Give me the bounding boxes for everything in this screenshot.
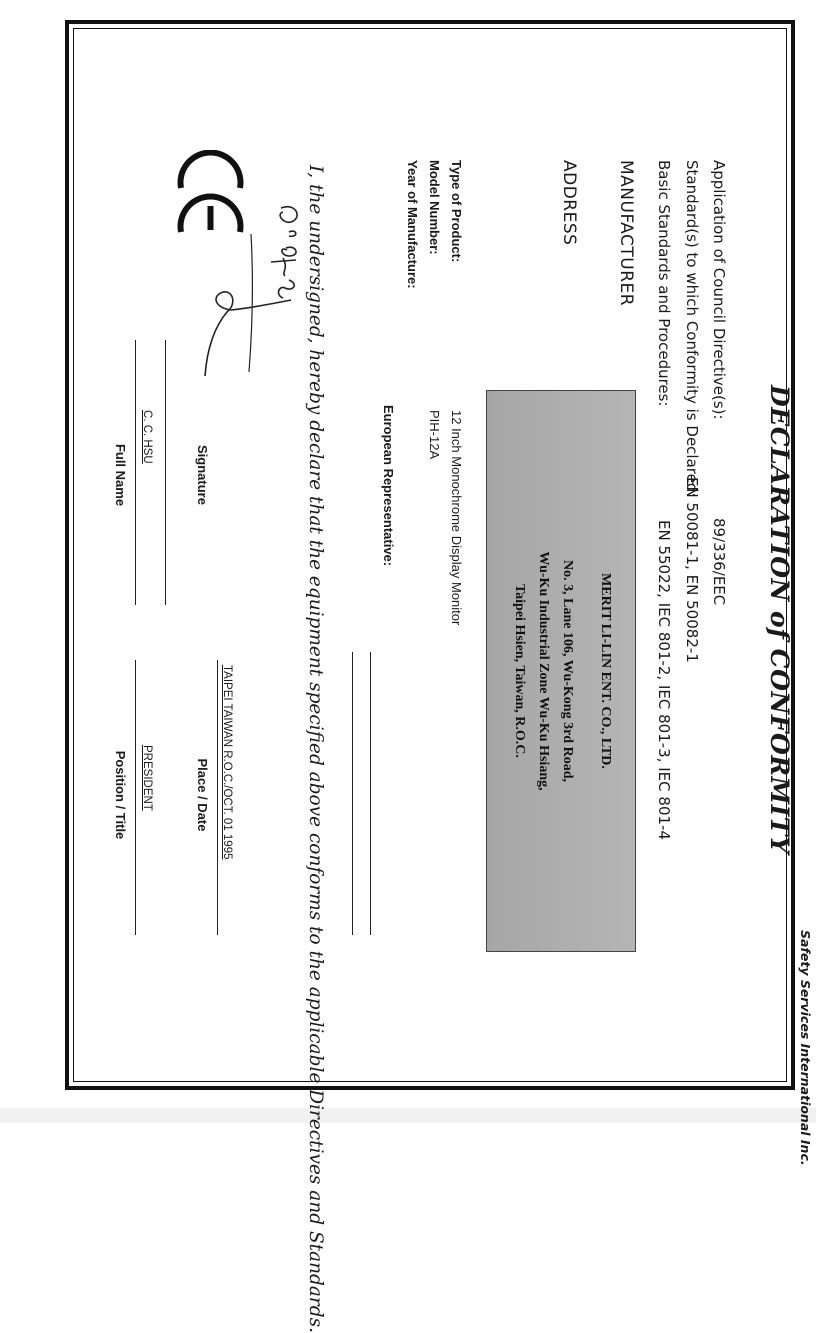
full-name-value: C. C. HSU bbox=[141, 410, 153, 464]
address-label: ADDRESS bbox=[559, 160, 579, 246]
basic-standards-value: EN 55022, IEC 801-2, IEC 801-3, IEC 801-4 bbox=[655, 520, 673, 840]
council-directive-label: Application of Council Directive(s): bbox=[710, 160, 728, 420]
place-date-line bbox=[217, 660, 218, 935]
position-value: PRESIDENT bbox=[141, 745, 153, 811]
signature-caption: Signature bbox=[195, 445, 210, 505]
declaration-statement: I, the undersigned, hereby declare that the equipment specified above conforms to the applicable Directives and Standards. bbox=[305, 165, 326, 1333]
manufacturer-name: MERIT LI-LIN ENT. CO., LTD. bbox=[598, 573, 613, 769]
basic-standards-label: Basic Standards and Procedures: bbox=[655, 160, 673, 407]
address-line-2: Wu-Ku Industrial Zone Wu-Ku Hsiang, bbox=[536, 551, 551, 791]
manufacturer-label: MANUFACTURER bbox=[616, 160, 636, 307]
address-line-1: No. 3, Lane 106, Wu-Kong 3rd Road, bbox=[560, 560, 575, 782]
ce-mark-logo bbox=[173, 150, 248, 240]
company-name: Safety Services International Inc. bbox=[798, 930, 813, 1166]
model-number-label: Model Number: bbox=[427, 160, 442, 255]
position-line bbox=[135, 660, 136, 935]
product-type-label: Type of Product: bbox=[449, 160, 464, 263]
standards-label: Standard(s) to which Conformity is Declared: bbox=[683, 160, 701, 498]
full-name-line bbox=[135, 340, 136, 605]
address-line-3: Taipei Hsien, Taiwan, R.O.C. bbox=[512, 584, 527, 758]
model-number-value: PIH-12A bbox=[427, 410, 442, 460]
full-name-caption: Full Name bbox=[113, 443, 128, 507]
year-of-manufacture-label: Year of Manufacture: bbox=[405, 160, 420, 289]
european-representative-line-1 bbox=[370, 652, 371, 935]
document-title: DECLARATION of CONFORMITY bbox=[765, 385, 794, 855]
signature-line bbox=[165, 340, 166, 605]
european-representative-line-2 bbox=[352, 652, 353, 935]
place-date-caption: Place / Date bbox=[195, 758, 210, 832]
council-directive-value: 89/336/EEC bbox=[710, 518, 728, 606]
product-type-value: 12 Inch Monochrome Display Monitor bbox=[449, 410, 464, 626]
place-date-value: TAIPEI TAIWAN R.O.C./OCT. 01 1995 bbox=[221, 665, 233, 860]
position-caption: Position / Title bbox=[113, 750, 128, 840]
standards-value: EN 50081-1, EN 50082-1 bbox=[683, 477, 701, 663]
manufacturer-address-box bbox=[486, 390, 636, 952]
european-representative-label: European Representative: bbox=[381, 405, 396, 567]
